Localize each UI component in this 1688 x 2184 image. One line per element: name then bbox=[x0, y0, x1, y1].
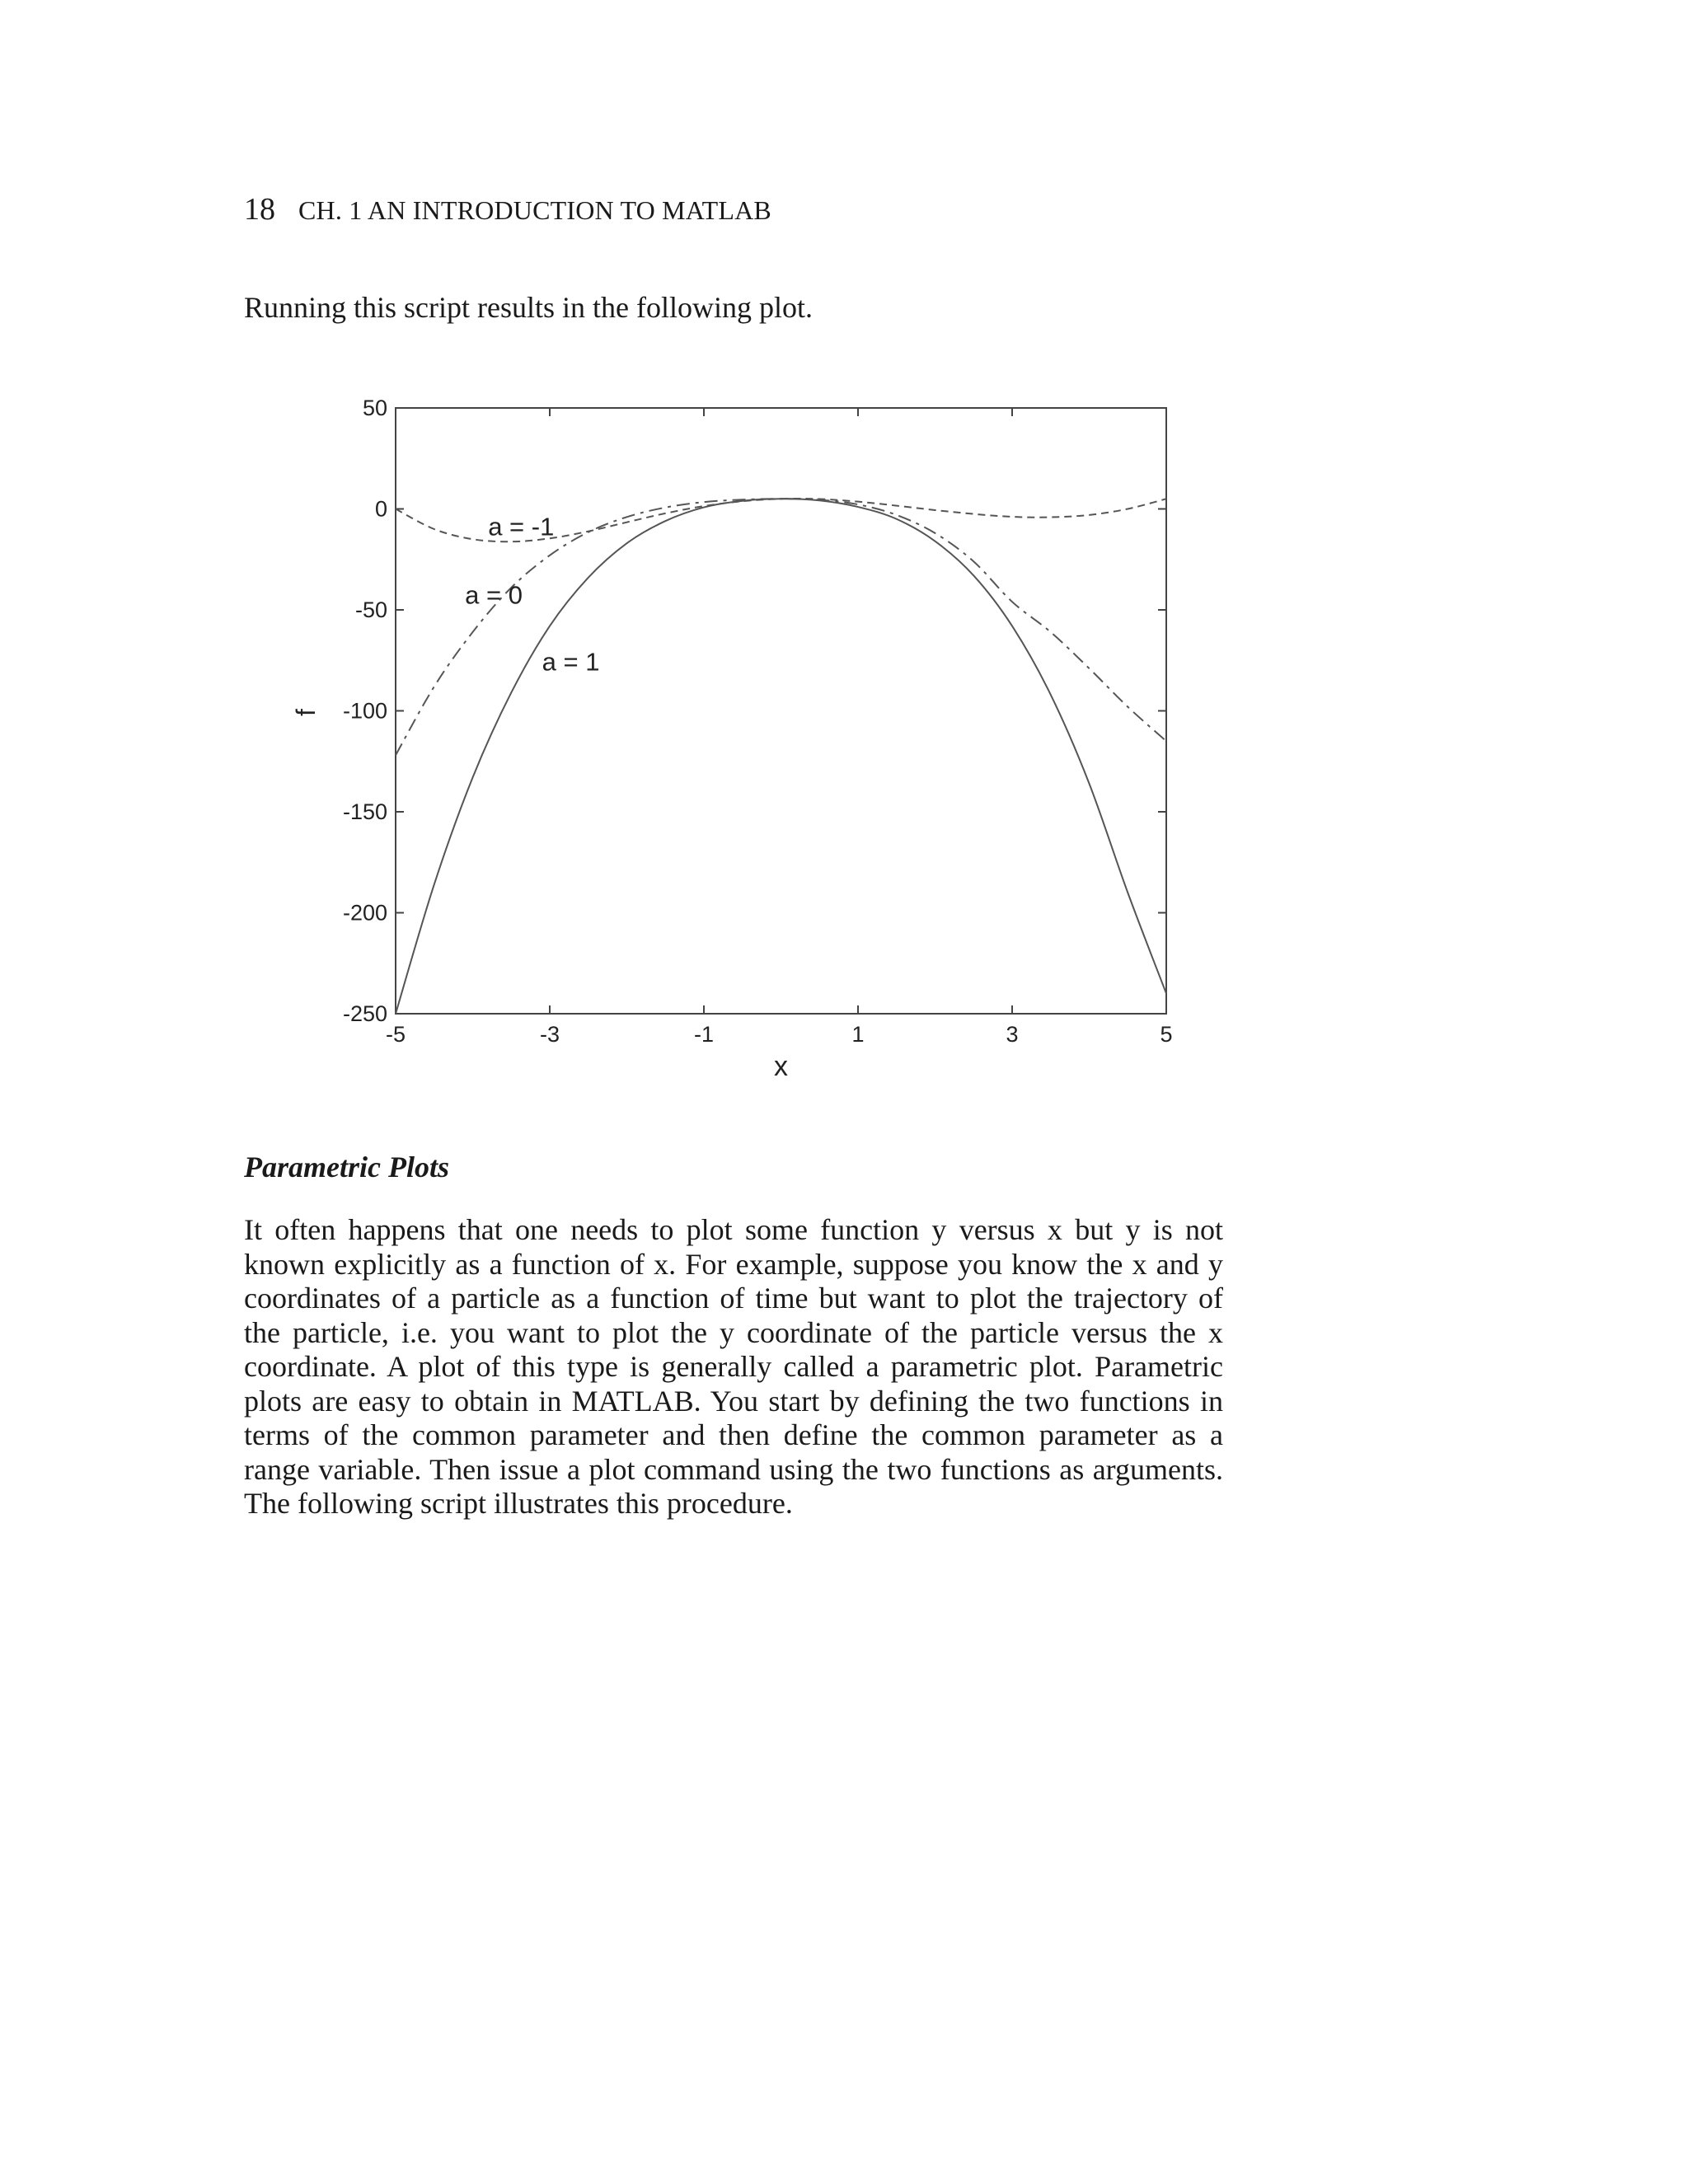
page-number: 18 bbox=[244, 192, 275, 227]
paragraph-line: It often happens that one needs to plot some function y versus x but y is not bbox=[244, 1213, 1223, 1246]
y-tick-label: -200 bbox=[342, 900, 387, 926]
curve-annotation: a = 1 bbox=[542, 647, 600, 677]
curve-annotation: a = 0 bbox=[465, 580, 523, 610]
paragraph-line: coordinates of a particle as a function of time but want to plot the trajectory of bbox=[244, 1282, 1223, 1315]
curve-annotation: a = -1 bbox=[488, 512, 555, 541]
paragraph-line: the particle, i.e. you want to plot the y coordinate of the particle versus the x bbox=[244, 1315, 1223, 1349]
y-tick-label: -100 bbox=[342, 698, 387, 724]
x-tick-label: -1 bbox=[693, 1022, 715, 1047]
x-tick-label: 3 bbox=[1006, 1022, 1019, 1047]
x-tick-label: 1 bbox=[851, 1022, 865, 1047]
series-line-2 bbox=[396, 499, 1166, 1014]
plot-lines bbox=[396, 499, 1166, 1014]
paragraph-line: range variable. Then issue a plot command using the two functions as arguments. bbox=[244, 1452, 1223, 1486]
body-paragraph bbox=[244, 1213, 1223, 1521]
x-axis-label: x bbox=[774, 1051, 788, 1082]
x-tick-label: -3 bbox=[539, 1022, 560, 1047]
paragraph-line: plots are easy to obtain in MATLAB. You start by defining the two functions in bbox=[244, 1384, 1223, 1418]
y-tick-label: -50 bbox=[354, 598, 387, 622]
plot-svg bbox=[291, 379, 1212, 1104]
paragraph-line: known explicitly as a function of x. For example, suppose you know the x and y bbox=[244, 1247, 1223, 1281]
paragraph-line: terms of the common parameter and then define the common parameter as a bbox=[244, 1418, 1223, 1451]
chapter-title: CH. 1 AN INTRODUCTION TO MATLAB bbox=[298, 195, 771, 225]
paragraph-line: coordinate. A plot of this type is generally called a parametric plot. Parametric bbox=[244, 1350, 1223, 1383]
y-tick-label: -150 bbox=[342, 799, 387, 824]
y-axis-label: f bbox=[291, 709, 321, 716]
y-tick-label: 50 bbox=[362, 396, 387, 420]
plot-ticks bbox=[343, 396, 1173, 1047]
y-tick-label: -250 bbox=[342, 1001, 387, 1026]
x-tick-label: -5 bbox=[385, 1022, 406, 1047]
figure-plot bbox=[291, 379, 1212, 1108]
running-header bbox=[244, 191, 771, 227]
section-heading: Parametric Plots bbox=[244, 1151, 449, 1183]
intro-sentence: Running this script results in the following plot. bbox=[244, 291, 813, 324]
paragraph-line: The following script illustrates this procedure. bbox=[244, 1487, 793, 1520]
y-tick-label: 0 bbox=[374, 496, 387, 522]
x-tick-label: 5 bbox=[1160, 1022, 1173, 1047]
